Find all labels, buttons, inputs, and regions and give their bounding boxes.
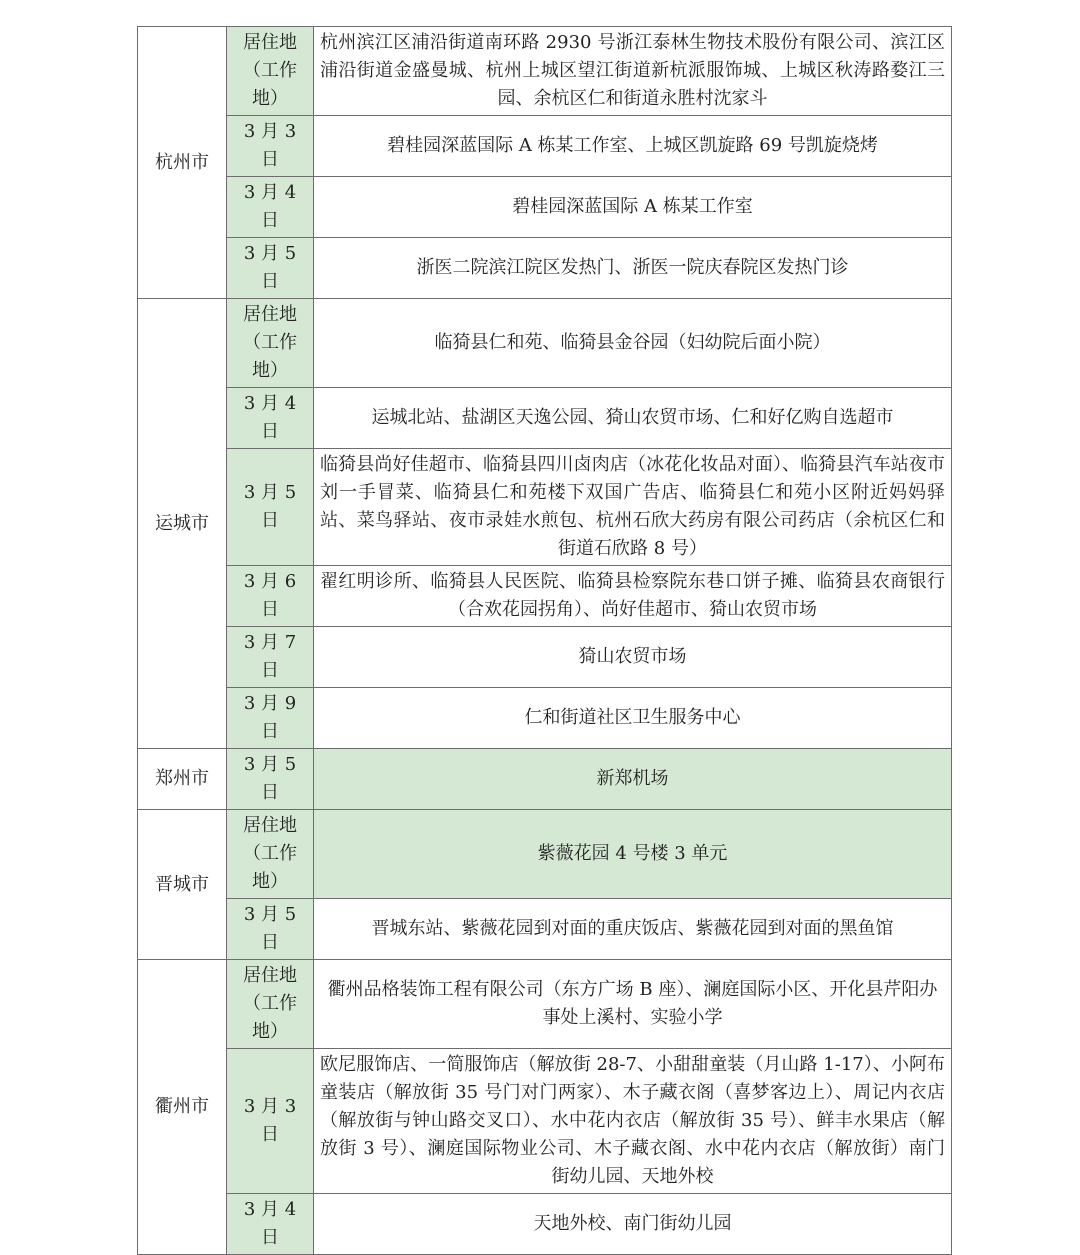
table-row [138,688,952,749]
date-cell: 3 月 4 日 [227,177,314,238]
table-row [138,177,952,238]
places-cell: 临猗县尚好佳超市、临猗县四川卤肉店（冰花化妆品对面）、临猗县汽车站夜市刘一手冒菜、临猗县仁和苑楼下双国广告店、临猗县仁和苑小区附近妈妈驿站、菜鸟驿站、夜市录娃水煎包、杭州石欣大药房有限公司药店（余杭区仁和街道石欣路 8 号） [314,449,952,566]
table-row [138,27,952,116]
date-cell: 3 月 6 日 [227,566,314,627]
table-row [138,299,952,388]
places-cell: 运城北站、盐湖区天逸公园、猗山农贸市场、仁和好亿购自选超市 [314,388,952,449]
date-cell: 3 月 5 日 [227,749,314,810]
date-cell: 3 月 7 日 [227,627,314,688]
date-cell: 3 月 5 日 [227,449,314,566]
table-row [138,1049,952,1194]
table-row [138,449,952,566]
table-row [138,810,952,899]
places-cell: 猗山农贸市场 [314,627,952,688]
places-cell: 欧尼服饰店、一简服饰店（解放街 28-7、小甜甜童装（月山路 1-17）、小阿布童装店（解放街 35 号门对门两家）、木子藏衣阁（喜梦客边上）、周记内衣店（解放街与钟山路交叉口）、水中花内衣店（解放街 35 号）、鲜丰水果店（解放街 3 号）、澜庭国际物业公司、木子藏衣阁、水中花内衣店（解放街）南门街幼儿园、天地外校 [314,1049,952,1194]
city-cell: 衢州市 [138,960,227,1255]
places-cell: 新郑机场 [314,749,952,810]
places-cell: 浙医二院滨江院区发热门、浙医一院庆春院区发热门诊 [314,238,952,299]
date-cell: 居住地（工作地） [227,810,314,899]
places-cell: 晋城东站、紫薇花园到对面的重庆饭店、紫薇花园到对面的黑鱼馆 [314,899,952,960]
places-cell: 碧桂园深蓝国际 A 栋某工作室 [314,177,952,238]
table-row [138,116,952,177]
table-row [138,238,952,299]
date-cell: 居住地（工作地） [227,299,314,388]
places-cell: 仁和街道社区卫生服务中心 [314,688,952,749]
date-cell: 3 月 5 日 [227,238,314,299]
places-cell: 杭州滨江区浦沿街道南环路 2930 号浙江泰林生物技术股份有限公司、滨江区浦沿街道金盛曼城、杭州上城区望江街道新杭派服饰城、上城区秋涛路婺江三园、余杭区仁和街道永胜村沈家斗 [314,27,952,116]
date-cell: 3 月 5 日 [227,899,314,960]
date-cell: 3 月 4 日 [227,1194,314,1255]
table-row [138,388,952,449]
trace-table [137,26,952,1255]
places-cell: 紫薇花园 4 号楼 3 单元 [314,810,952,899]
date-cell: 3 月 3 日 [227,1049,314,1194]
table-row [138,899,952,960]
places-cell: 碧桂园深蓝国际 A 栋某工作室、上城区凯旋路 69 号凯旋烧烤 [314,116,952,177]
city-cell: 运城市 [138,299,227,749]
table-row [138,749,952,810]
table-row [138,960,952,1049]
places-cell: 临猗县仁和苑、临猗县金谷园（妇幼院后面小院） [314,299,952,388]
date-cell: 3 月 9 日 [227,688,314,749]
places-cell: 翟红明诊所、临猗县人民医院、临猗县检察院东巷口饼子摊、临猗县农商银行（合欢花园拐角）、尚好佳超市、猗山农贸市场 [314,566,952,627]
date-cell: 3 月 3 日 [227,116,314,177]
city-cell: 杭州市 [138,27,227,299]
date-cell: 3 月 4 日 [227,388,314,449]
table-row [138,627,952,688]
table-row [138,566,952,627]
date-cell: 居住地（工作地） [227,27,314,116]
places-cell: 衢州品格装饰工程有限公司（东方广场 B 座）、澜庭国际小区、开化县芹阳办事处上溪村、实验小学 [314,960,952,1049]
table-row [138,1194,952,1255]
date-cell: 居住地（工作地） [227,960,314,1049]
trace-table-body [138,27,952,1255]
city-cell: 郑州市 [138,749,227,810]
places-cell: 天地外校、南门街幼儿园 [314,1194,952,1255]
city-cell: 晋城市 [138,810,227,960]
